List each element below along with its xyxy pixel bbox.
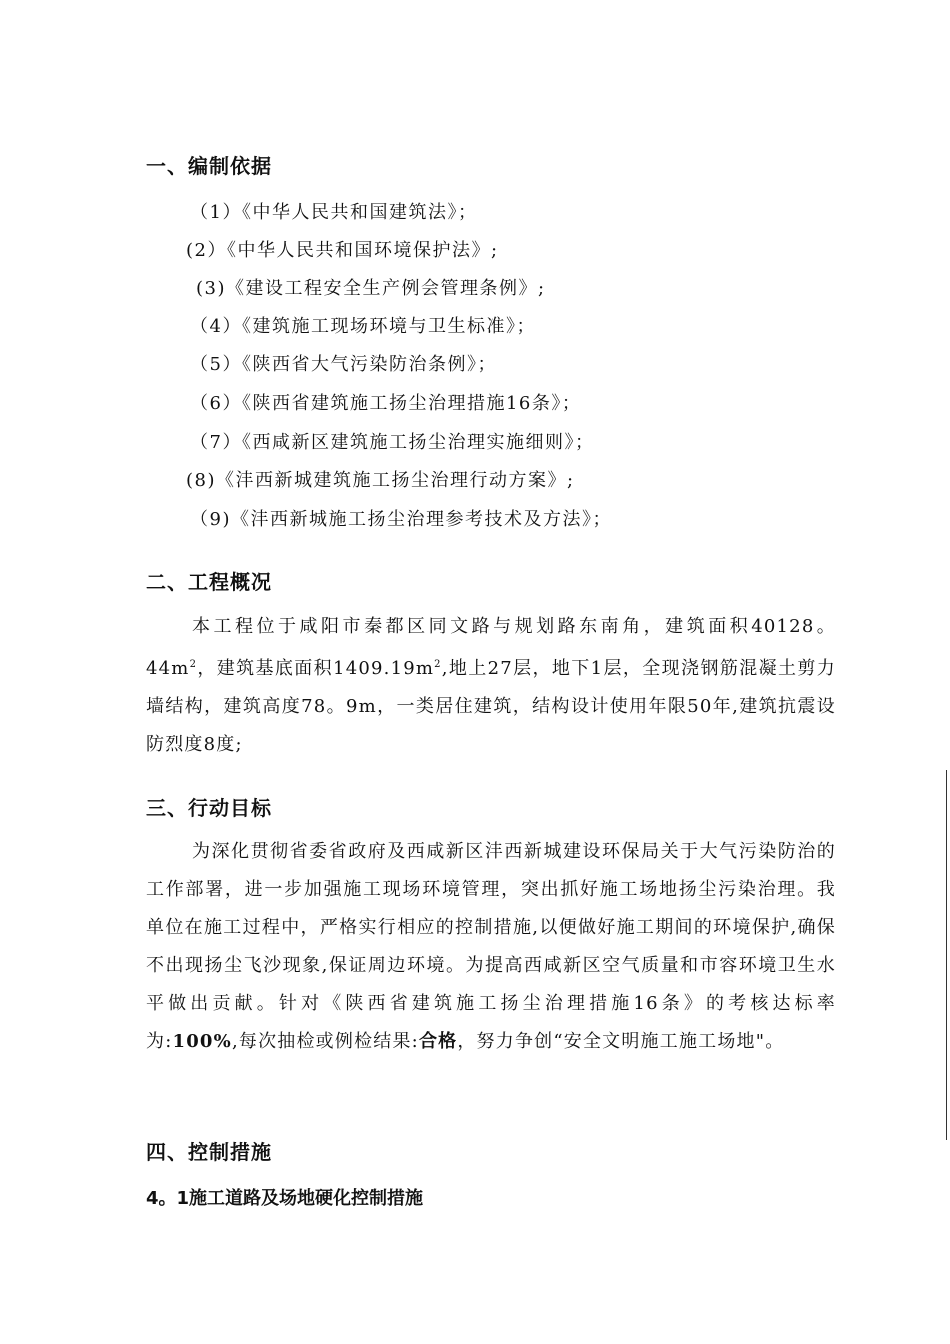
goals-paragraph — [146, 833, 836, 1061]
section-heading-overview: 二、工程概况 — [146, 570, 272, 594]
goals-text: 为深化贯彻省委省政府及西咸新区沣西新城建设环保局关于大气污染防治的工作部署，进一步加强施工现场环境管理，突出抓好施工场地扬尘污染治理。我单位在施工过程中，严格实行相应的控制措施,以便做好施工期间的环境保护,确保不出现扬尘飞沙现象,保证周边环境。为提高西咸新区空气质量和市容环境卫生水平做出贡献。针对《陕西省建筑施工扬尘治理措施16条》的考核达标率为: — [146, 841, 836, 1052]
reference-item: （1）《中华人民共和国建筑法》； — [190, 202, 478, 223]
inspection-result: 合格 — [418, 1031, 458, 1052]
superscript: 2 — [189, 659, 198, 670]
reference-item: （6）《陕西省建筑施工扬尘治理措施16条》； — [190, 393, 582, 414]
compliance-rate: 100% — [172, 1031, 232, 1052]
overview-text: ,地上27层，地下1层，全现浇钢筋混凝土剪力墙结构，建筑高度78。9m，一类居住建筑，结构设计使用年限50年,建筑抗震设防烈度8度; — [146, 658, 836, 755]
reference-item: （9)《沣西新城施工扬尘治理参考技术及方法》； — [190, 509, 612, 530]
page-edge-divider — [946, 770, 947, 1140]
reference-item: (8)《沣西新城建筑施工扬尘治理行动方案》; — [186, 470, 575, 491]
reference-item: (3)《建设工程安全生产例会管理条例》; — [196, 278, 546, 299]
overview-paragraph — [146, 608, 836, 764]
sub-heading: 4。1施工道路及场地硬化控制措施 — [146, 1188, 424, 1209]
section-heading-basis: 一、编制依据 — [146, 154, 272, 178]
overview-text: ，建筑基底面积1409.19m — [197, 658, 435, 679]
reference-item: (2）《中华人民共和国环境保护法》; — [186, 240, 499, 261]
overview-text: 本工程位于咸阳市秦都区同文路与规划路东南角，建筑面积40128。44m — [146, 616, 836, 679]
reference-item: （7）《西咸新区建筑施工扬尘治理实施细则》； — [190, 432, 595, 453]
section-heading-measures: 四、控制措施 — [146, 1140, 272, 1164]
reference-item: （4）《建筑施工现场环境与卫生标准》； — [190, 316, 536, 337]
goals-text: ，努力争创“安全文明施工施工场地"。 — [457, 1031, 785, 1052]
superscript: 2 — [434, 659, 442, 670]
reference-item: （5）《陕西省大气污染防治条例》； — [190, 354, 497, 375]
section-heading-goals: 三、行动目标 — [146, 796, 272, 820]
goals-text: ,每次抽检或例检结果: — [231, 1031, 419, 1052]
